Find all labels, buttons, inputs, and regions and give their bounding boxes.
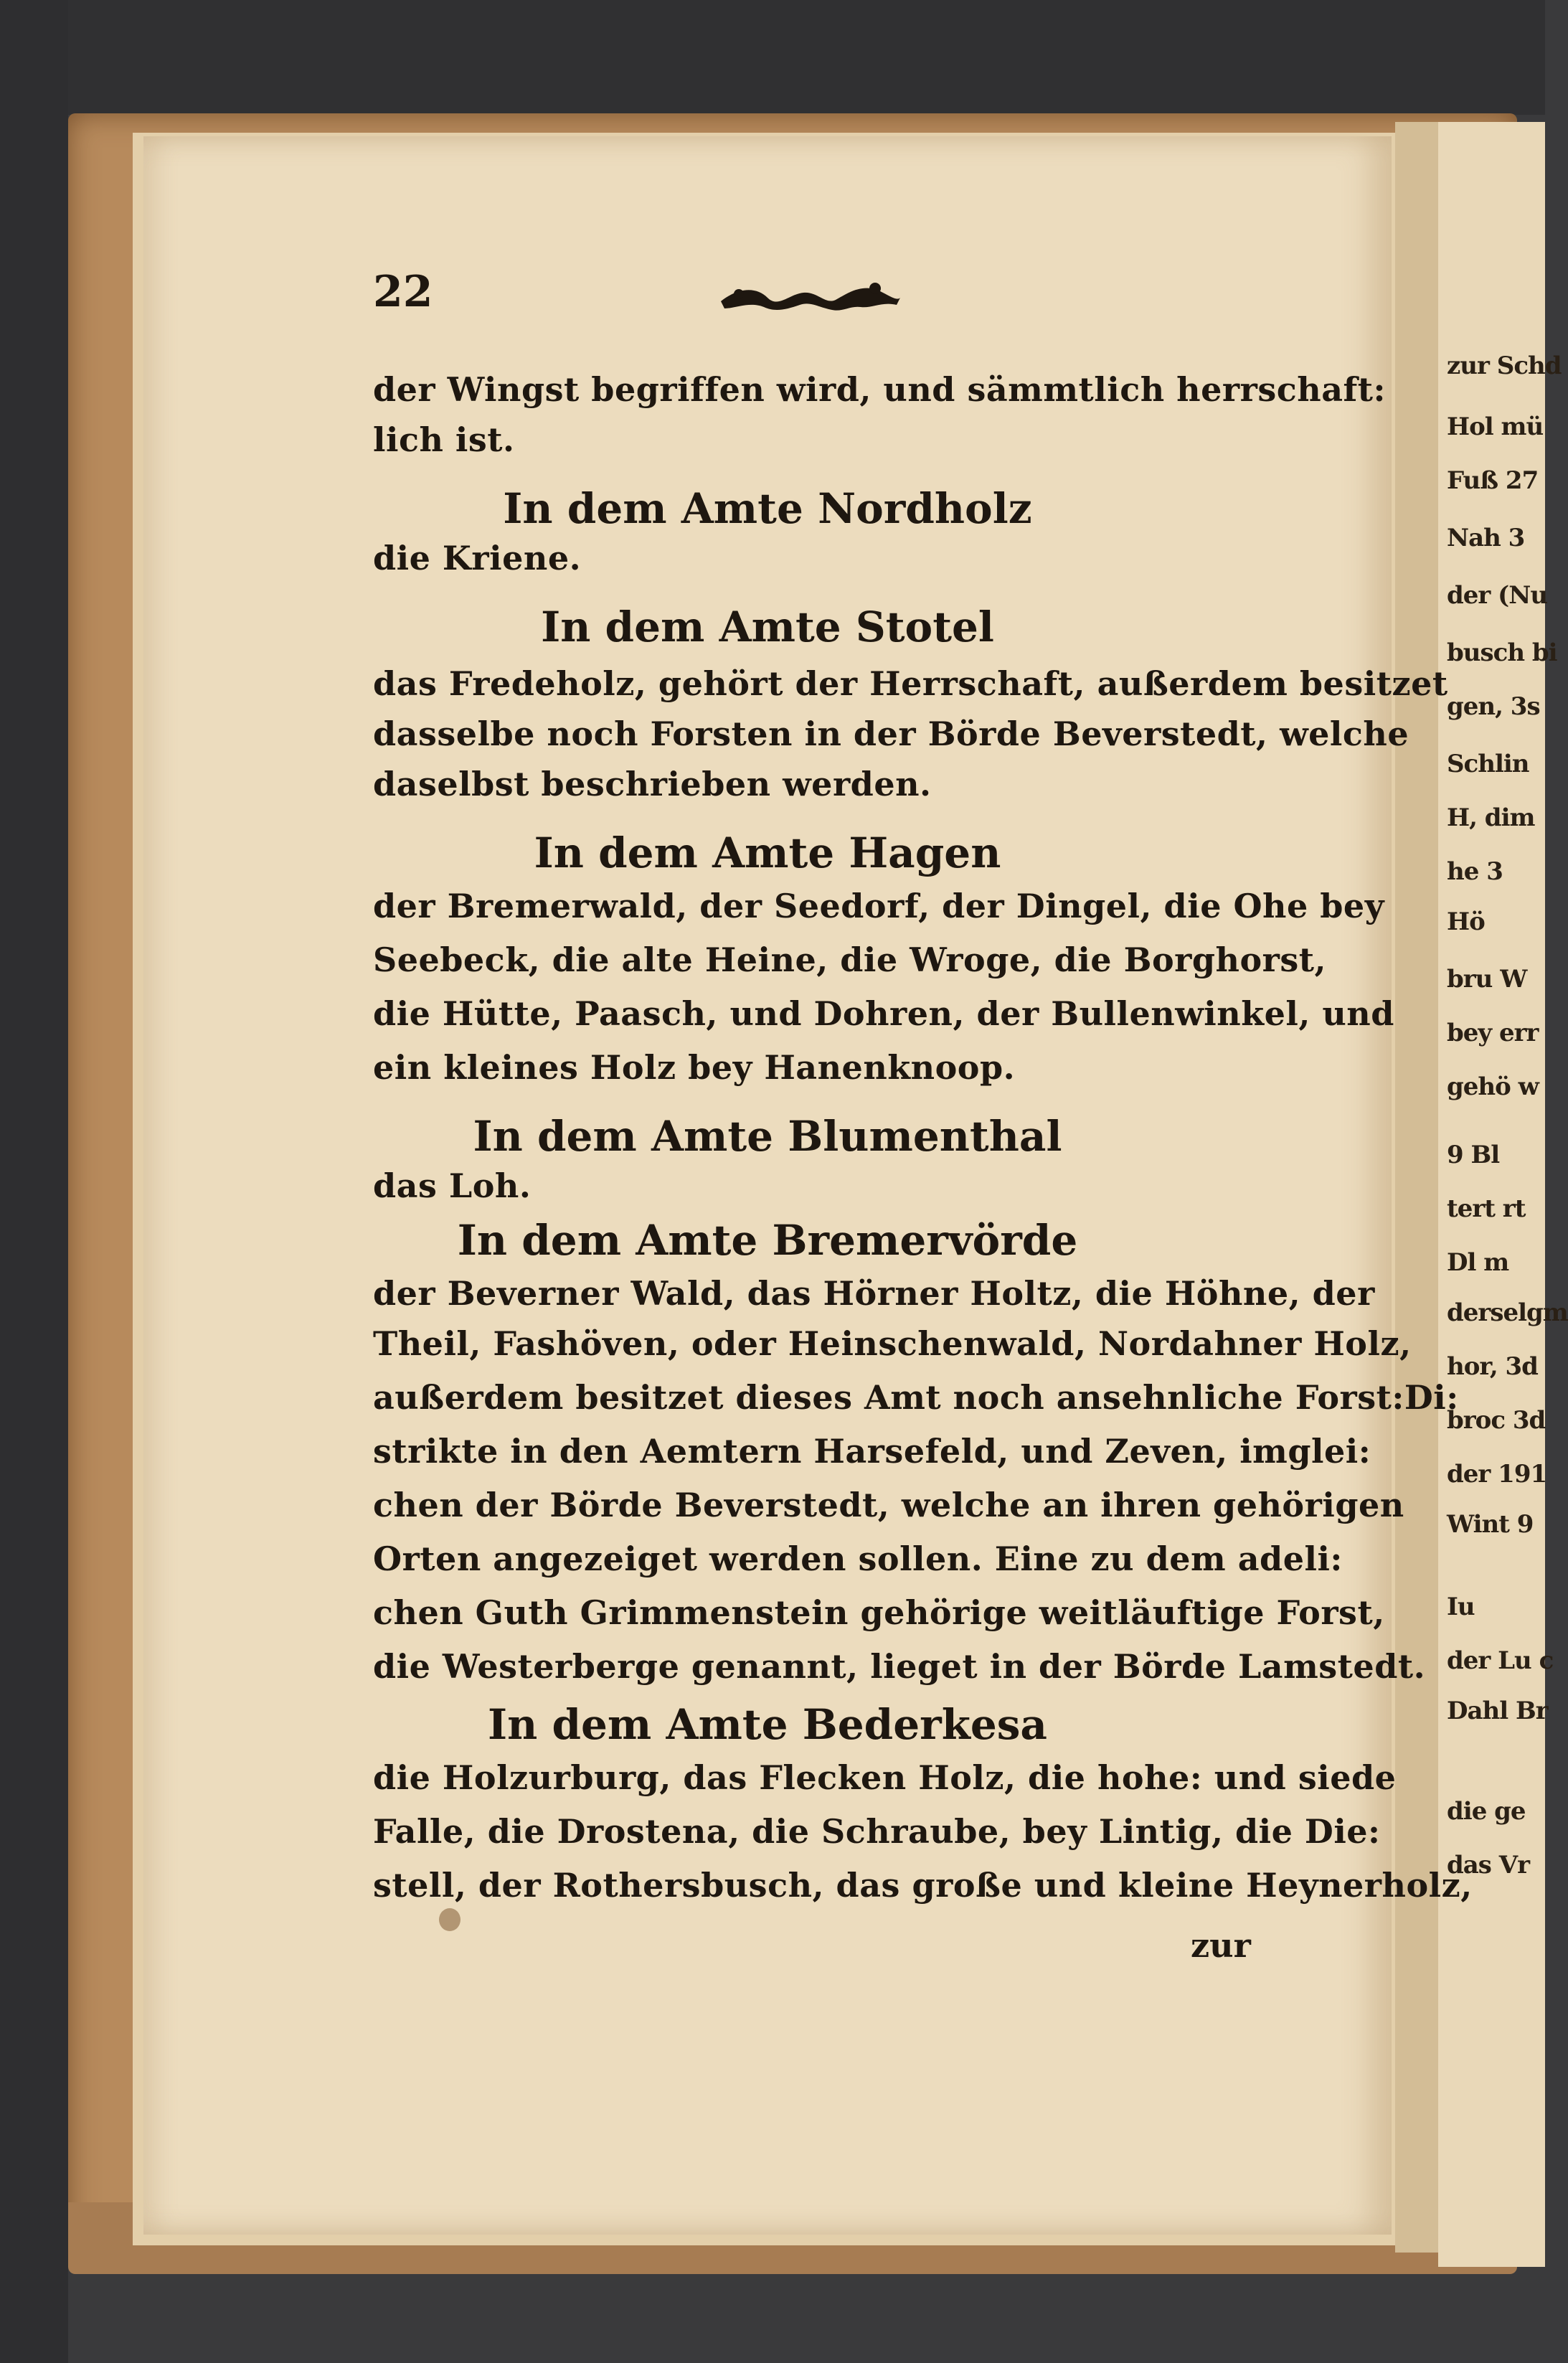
facing-fragment: der Lu c — [1447, 1646, 1554, 1675]
facing-page — [1438, 122, 1568, 2267]
facing-fragment: Iu — [1447, 1593, 1475, 1621]
text-line: Falle, die Drostena, die Schraube, bey Lintig, die Die: — [373, 1812, 1381, 1851]
book-page — [143, 136, 1392, 2235]
facing-fragment: derselgm — [1447, 1298, 1568, 1327]
ink-stain — [439, 1908, 461, 1931]
facing-fragment: bru W — [1447, 965, 1527, 994]
facing-fragment: das Vr — [1447, 1851, 1530, 1879]
facing-fragment: H, dim — [1447, 803, 1535, 832]
facing-fragment: der 191 — [1447, 1460, 1547, 1489]
book-gutter — [1395, 122, 1438, 2253]
catchword: zur — [1191, 1926, 1251, 1965]
facing-fragment: Wint 9 — [1447, 1510, 1534, 1539]
facing-fragment: he 3 — [1447, 857, 1503, 886]
facing-fragment: gehö w — [1447, 1072, 1539, 1101]
text-line: Seebeck, die alte Heine, die Wroge, die Borghorst, — [373, 940, 1327, 979]
text-line: chen Guth Grimmenstein gehörige weitläuftige Forst, — [373, 1593, 1385, 1632]
text-line: die Hütte, Paasch, und Dohren, der Bullenwinkel, und — [373, 994, 1394, 1033]
background-left — [0, 0, 68, 2363]
facing-fragment: tert rt — [1447, 1194, 1526, 1223]
background-top — [0, 0, 1545, 115]
text-line: der Wingst begriffen wird, und sämmtlich herrschaft: — [373, 370, 1387, 409]
facing-fragment: die ge — [1447, 1797, 1526, 1826]
facing-fragment: Dahl Br — [1447, 1697, 1548, 1725]
text-line: stell, der Rothersbusch, das große und kleine Heynerholz, — [373, 1866, 1473, 1905]
ornament-icon — [717, 273, 904, 323]
facing-fragment: Nah 3 — [1447, 524, 1525, 552]
section-heading: In dem Amte Hagen — [534, 829, 1001, 877]
text-line: die Kriene. — [373, 539, 582, 577]
text-line: das Loh. — [373, 1166, 532, 1205]
text-line: lich ist. — [373, 420, 515, 459]
facing-fragment: der (Nu — [1447, 581, 1548, 610]
facing-fragment: 9 Bl — [1447, 1141, 1500, 1169]
facing-fragment: gen, 3s — [1447, 692, 1540, 721]
facing-fragment: zur Schd — [1447, 352, 1562, 380]
facing-fragment: Fuß 27 — [1447, 466, 1539, 495]
text-line: die Westerberge genannt, lieget in der Börde Lamstedt. — [373, 1647, 1426, 1686]
facing-fragment: busch bi — [1447, 638, 1557, 667]
text-line: Orten angezeiget werden sollen. Eine zu dem adeli: — [373, 1539, 1343, 1578]
text-line: Theil, Fashöven, oder Heinschenwald, Nordahner Holz, — [373, 1324, 1412, 1363]
page-number: 22 — [373, 267, 433, 317]
facing-fragment: Hö — [1447, 907, 1485, 936]
text-line: das Fredeholz, gehört der Herrschaft, außerdem besitzet — [373, 664, 1448, 703]
text-line: dasselbe noch Forsten in der Börde Beverstedt, welche — [373, 714, 1409, 753]
facing-fragment: Dl m — [1447, 1248, 1509, 1277]
text-line: strikte in den Aemtern Harsefeld, und Zeven, imglei: — [373, 1432, 1371, 1471]
text-line: außerdem besitzet dieses Amt noch ansehnliche Forst:Di: — [373, 1378, 1459, 1417]
section-heading: In dem Amte Bederkesa — [487, 1700, 1048, 1749]
facing-fragment: hor, 3d — [1447, 1352, 1538, 1381]
facing-fragment: broc 3d — [1447, 1406, 1546, 1435]
text-line: daselbst beschrieben werden. — [373, 765, 932, 803]
facing-fragment: bey err — [1447, 1019, 1539, 1047]
text-line: chen der Börde Beverstedt, welche an ihren gehörigen — [373, 1486, 1404, 1524]
text-line: ein kleines Holz bey Hanenknoop. — [373, 1048, 1016, 1087]
section-heading: In dem Amte Bremervörde — [457, 1216, 1078, 1265]
facing-fragment: Schlin — [1447, 750, 1529, 778]
section-heading: In dem Amte Blumenthal — [473, 1112, 1062, 1161]
text-line: der Beverner Wald, das Hörner Holtz, die Höhne, der — [373, 1274, 1375, 1313]
facing-fragment: Hol mü — [1447, 412, 1544, 441]
text-line: der Bremerwald, der Seedorf, der Dingel, die Ohe bey — [373, 887, 1384, 925]
section-heading: In dem Amte Stotel — [541, 603, 994, 651]
section-heading: In dem Amte Nordholz — [503, 484, 1032, 533]
text-line: die Holzurburg, das Flecken Holz, die hohe: und siede — [373, 1758, 1397, 1797]
